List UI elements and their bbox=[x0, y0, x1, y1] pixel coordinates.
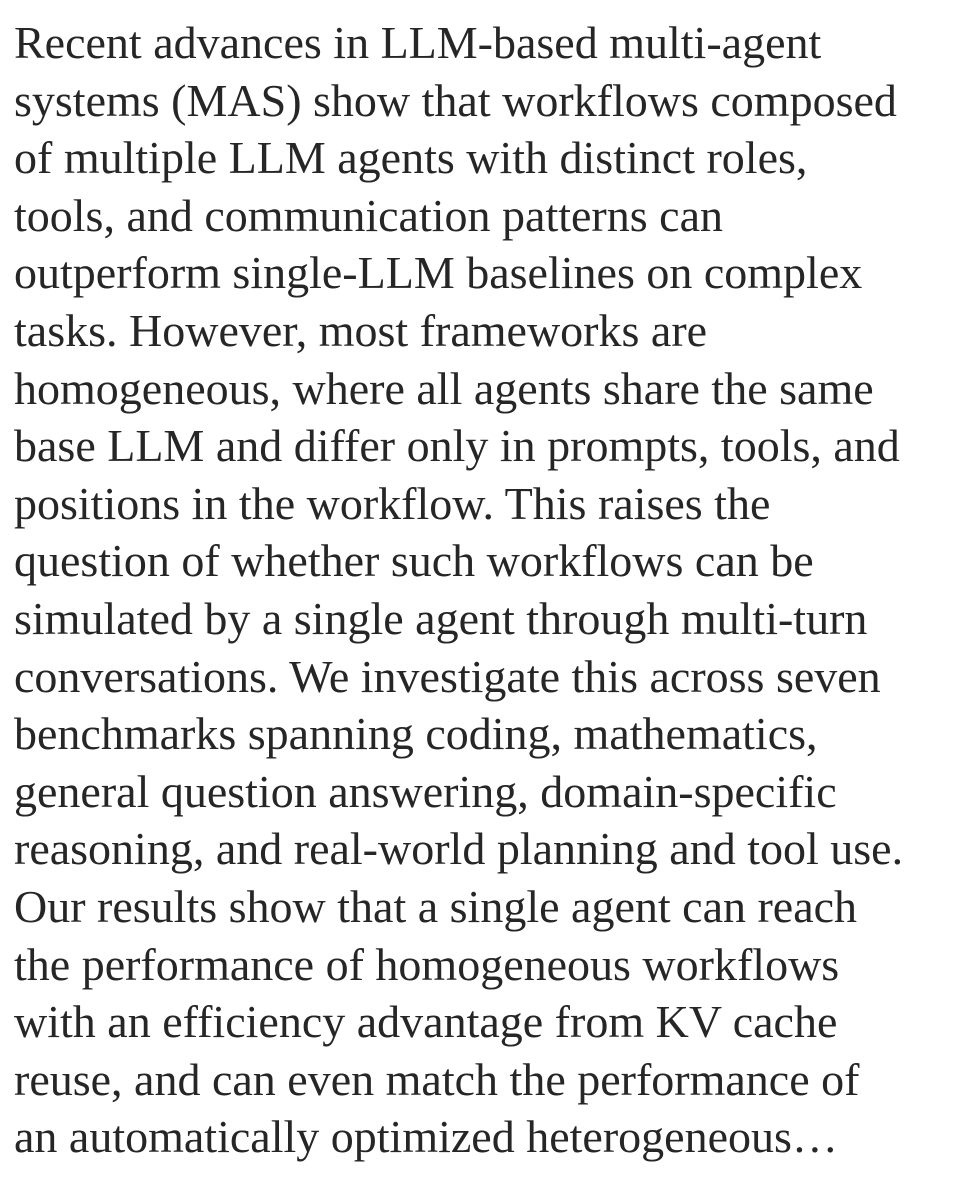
abstract-line: Recent advances in LLM-based multi-agent bbox=[14, 17, 822, 68]
abstract-line: benchmarks spanning coding, mathematics, bbox=[14, 708, 818, 760]
abstract-paragraph bbox=[14, 14, 948, 1166]
abstract-line: reasoning, and real-world planning and tool use. bbox=[14, 823, 904, 875]
abstract-line: Our results show that a single agent can reach bbox=[14, 880, 858, 932]
abstract-line: systems (MAS) show that workflows composed bbox=[14, 74, 897, 126]
abstract-line: base LLM and differ only in prompts, tools, and bbox=[14, 420, 900, 472]
abstract-line: simulated by a single agent through multi-turn bbox=[14, 592, 868, 644]
abstract-line: conversations. We investigate this across seven bbox=[14, 650, 881, 702]
abstract-line: positions in the workflow. This raises the bbox=[14, 477, 771, 529]
abstract-line: tasks. However, most frameworks are bbox=[14, 304, 708, 356]
abstract-line: homogeneous, where all agents share the same bbox=[14, 362, 874, 414]
abstract-line: tools, and communication patterns can bbox=[14, 189, 723, 241]
abstract-line: reuse, and can even match the performance of bbox=[14, 1053, 860, 1105]
abstract-line: with an efficiency advantage from KV cache bbox=[14, 996, 838, 1048]
abstract-line: an automatically optimized heterogeneous… bbox=[14, 1111, 838, 1163]
abstract-line: question of whether such workflows can be bbox=[14, 535, 814, 587]
abstract-line: general question answering, domain-specific bbox=[14, 765, 837, 817]
abstract-line: the performance of homogeneous workflows bbox=[14, 938, 840, 990]
abstract-line: outperform single-LLM baselines on complex bbox=[14, 247, 863, 299]
abstract-line: of multiple LLM agents with distinct roles, bbox=[14, 132, 808, 184]
